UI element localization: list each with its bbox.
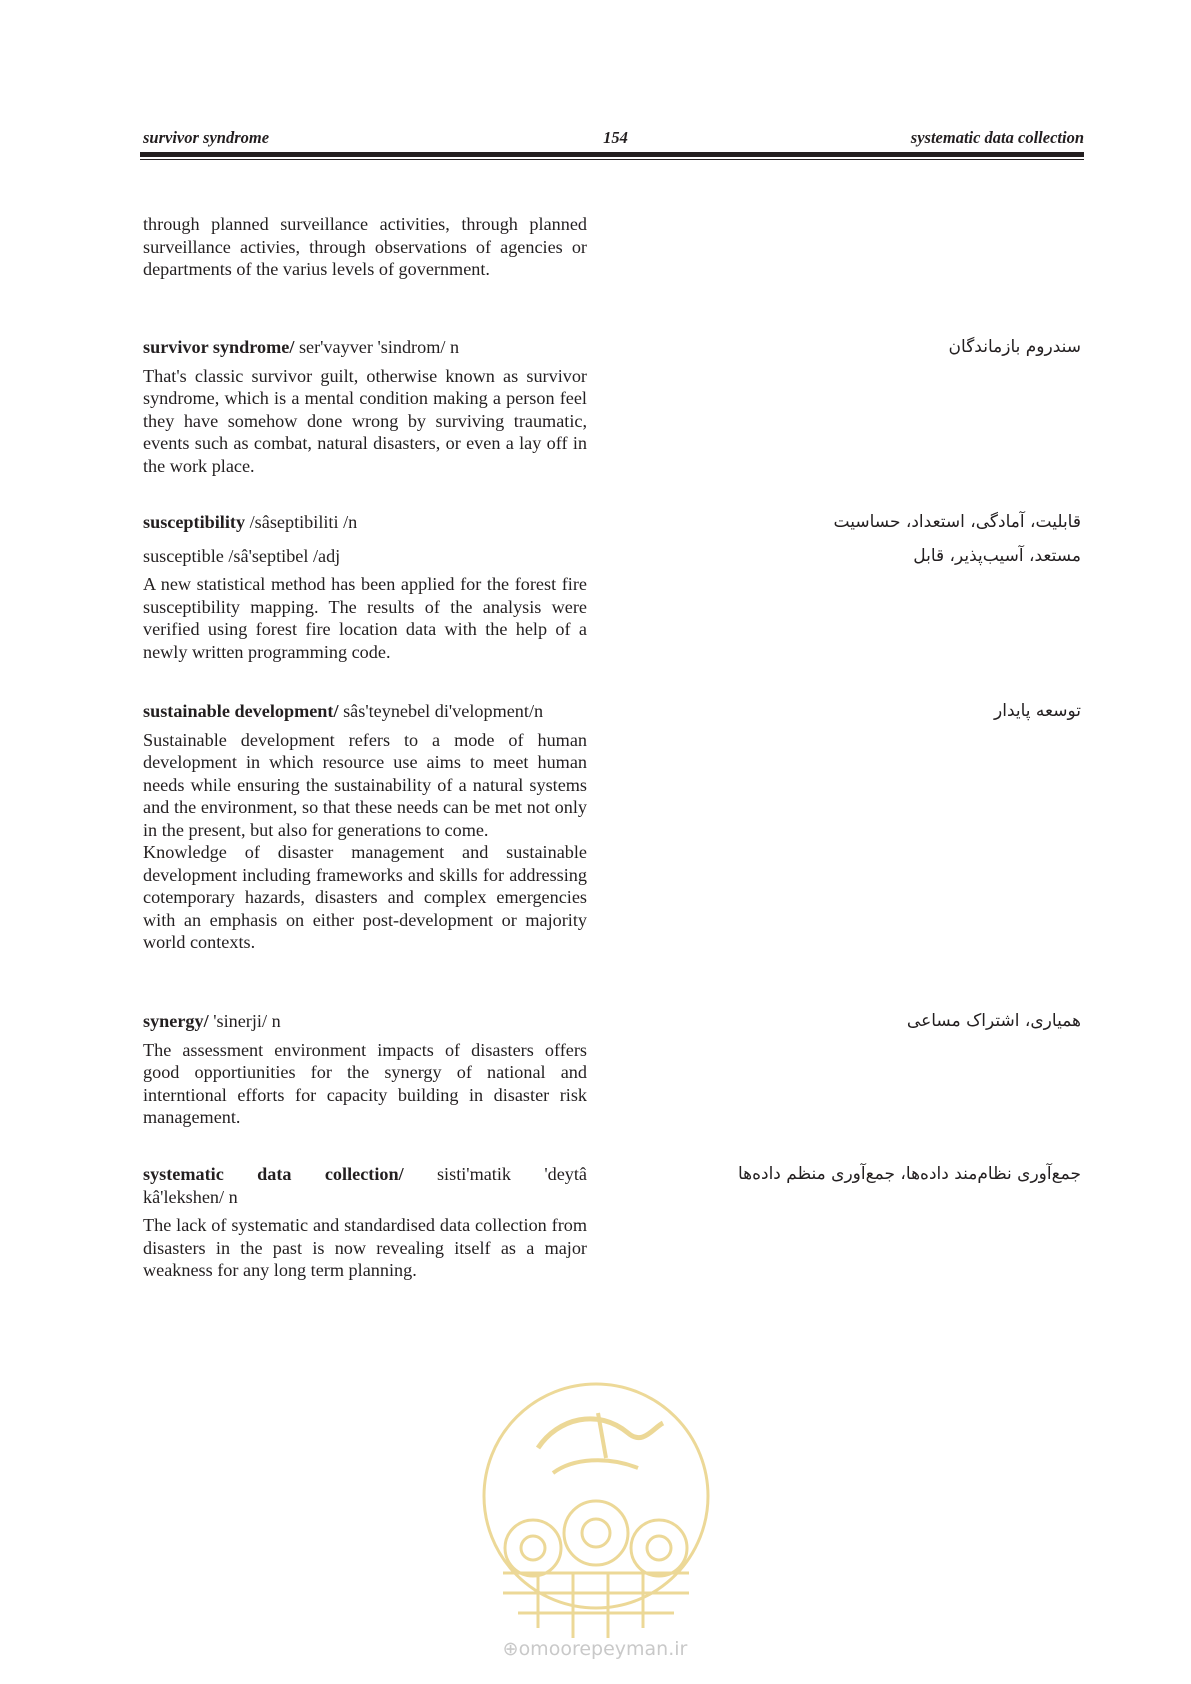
- headword: survivor syndrome/: [143, 337, 295, 357]
- definition: That's classic survivor guilt, otherwise known as survivor syndrome, which is a mental condition making a person feel they have somehow done wrong by surviving traumatic, events such as combat, natural disasters, or even a lay off in the work place.: [143, 365, 587, 476]
- entry-headword-line: [143, 1163, 587, 1186]
- entry-headword-line: [143, 1010, 587, 1033]
- page-number: 154: [603, 128, 628, 147]
- continuation-block: [143, 213, 587, 281]
- publisher-seal-watermark: [478, 1378, 714, 1662]
- translation-susceptibility: قابلیت، آمادگی، استعداد، حساسیت: [833, 512, 1081, 532]
- headword: susceptibility: [143, 512, 246, 532]
- globe-icon: ⊕: [502, 1638, 519, 1660]
- entry-survivor-syndrome: [143, 336, 587, 477]
- running-head-left: survivor syndrome: [143, 128, 270, 147]
- header-rule-thick: [140, 152, 1084, 157]
- definition: The assessment environment impacts of disasters offers good opportiunities for the synergy of national and interntional efforts for capacity building in disaster risk management.: [143, 1039, 587, 1127]
- definition: The lack of systematic and standardised data collection from disasters in the past is now revealing itself as a major weakness for any long term planning.: [143, 1215, 587, 1280]
- entry-headword-line: [143, 511, 587, 534]
- translation-systematic-data-collection: جمع‌آوری نظام‌مند داده‌ها، جمع‌آوری منظم داده‌ها: [737, 1164, 1081, 1184]
- pronunciation: sisti'matik 'deytâ: [436, 1164, 587, 1184]
- header-rule-thin: [140, 159, 1084, 160]
- entry-susceptibility: [143, 511, 587, 663]
- entry-sustainable-development: [143, 700, 587, 954]
- entry-systematic-data-collection: [143, 1163, 587, 1282]
- definition: A new statistical method has been applied for the forest fire susceptibility mapping. The results of the analysis were verified using forest fire location data with the help of a newly written programming code.: [143, 574, 587, 662]
- headword: sustainable development/: [143, 701, 339, 721]
- watermark-url: omoorepeyman.ir: [518, 1638, 688, 1660]
- definition: Sustainable development refers to a mode of human development in which resource use aims to meet human needs while ensuring the sustainability of a natural systems and the environment, so that these needs can be met not only in the present, but also for generations to come.: [143, 729, 587, 840]
- pronunciation-continued: kâ'lekshen/ n: [143, 1186, 238, 1207]
- translation-survivor-syndrome: سندروم بازماندگان: [948, 337, 1081, 357]
- watermark-text: [490, 1638, 700, 1660]
- pronunciation: sâs'teynebel di'velopment/n: [338, 701, 544, 721]
- entry-synergy: [143, 1010, 587, 1129]
- continuation-text: through planned surveillance activities, through planned surveillance activies, through observations of agencies or departments of the varius levels of government.: [143, 214, 587, 279]
- headword: synergy/: [143, 1011, 209, 1031]
- entry-headword-line: [143, 336, 587, 359]
- entry-headword-line: [143, 700, 587, 723]
- sub-headword: susceptible /sâ'septibel /adj: [143, 545, 341, 566]
- pronunciation: /sâseptibiliti /n: [245, 512, 358, 532]
- running-head-right: systematic data collection: [910, 128, 1084, 147]
- definition-continued: Knowledge of disaster management and sustainable development including frameworks and skills for addressing cotemporary hazards, disasters and complex emergencies with an emphasis on either post-development or majority world contexts.: [143, 842, 587, 952]
- headword: systematic data collection/: [143, 1164, 404, 1184]
- pronunciation: ser'vayver 'sindrom/ n: [294, 337, 460, 357]
- translation-susceptible: مستعد، آسیب‌پذیر، قابل: [913, 546, 1081, 566]
- pronunciation: 'sinerji/ n: [208, 1011, 281, 1031]
- translation-sustainable-development: توسعه پایدار: [994, 701, 1081, 721]
- translation-synergy: همیاری، اشتراک مساعی: [906, 1011, 1081, 1031]
